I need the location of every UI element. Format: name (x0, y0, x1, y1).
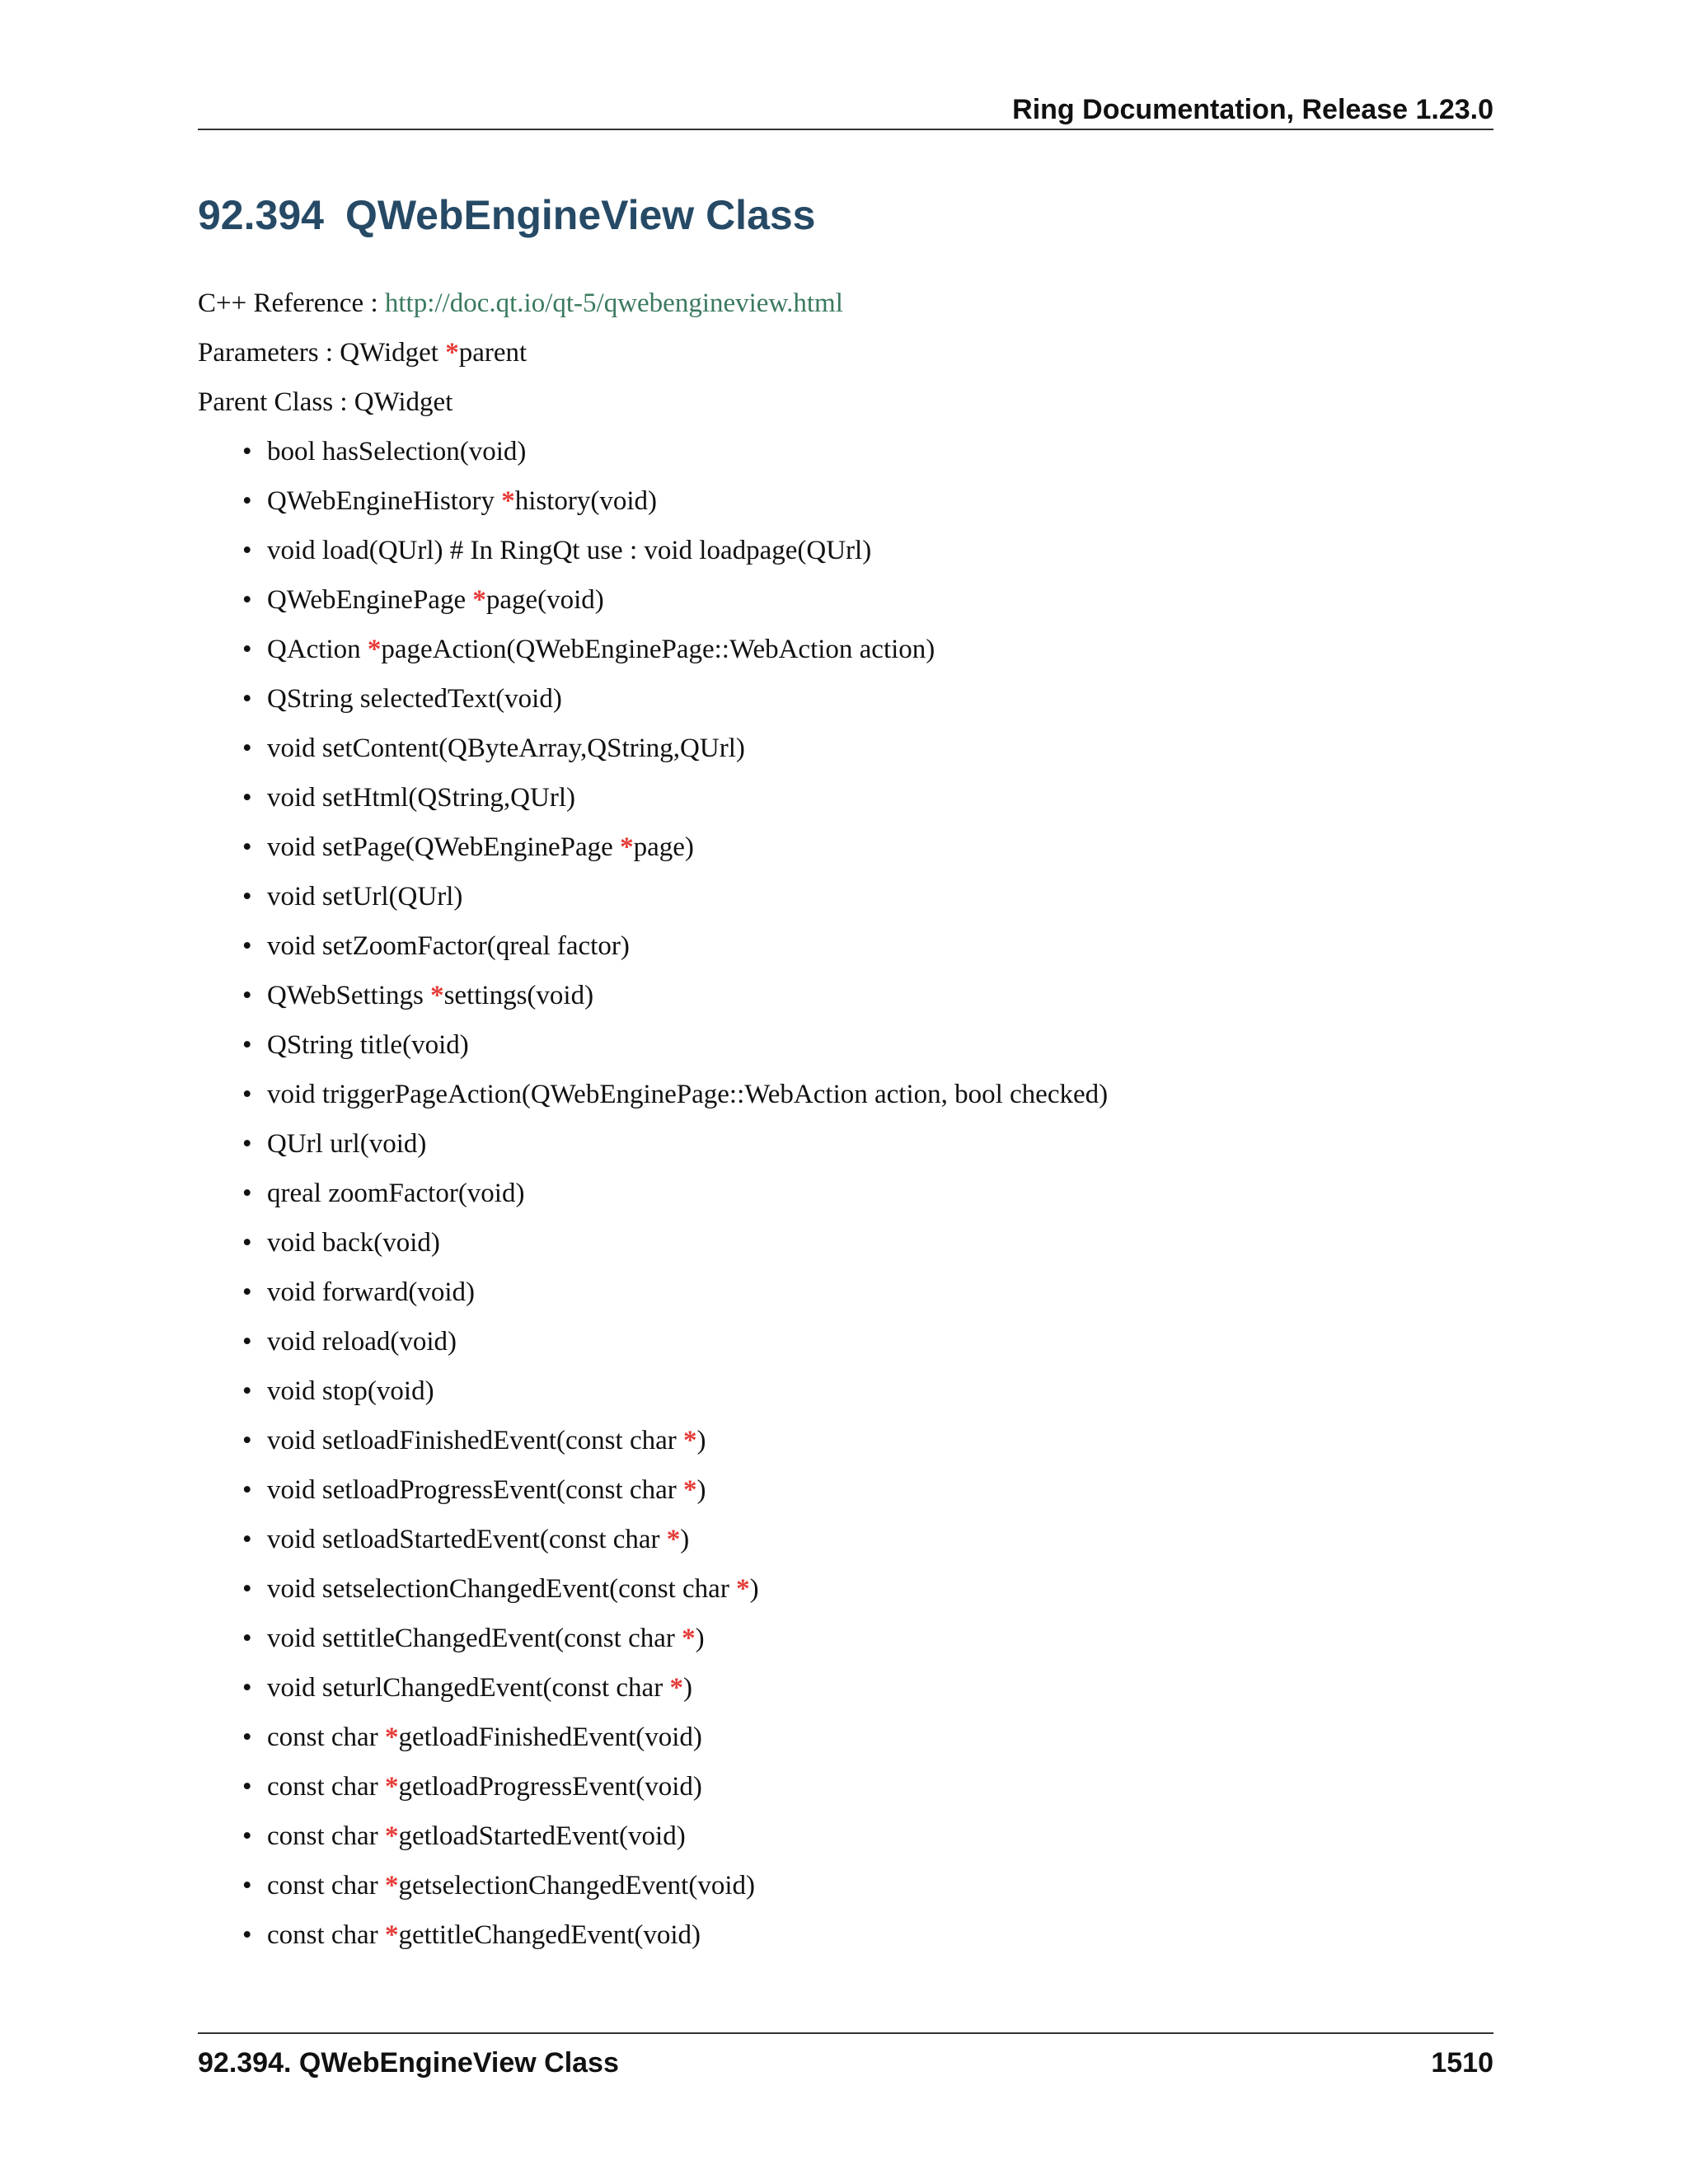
parameters-type: QWidget (340, 338, 446, 368)
method-item (198, 831, 1108, 880)
bullet-icon: • (242, 1772, 252, 1802)
pointer-star: * (620, 832, 634, 862)
method-text: QString selectedText(void) (267, 684, 562, 714)
pointer-star: * (384, 1871, 399, 1900)
method-text: void triggerPageAction(QWebEnginePage::WebAction action, bool checked) (267, 1080, 1109, 1109)
method-text-suffix: getloadProgressEvent(void) (398, 1772, 702, 1802)
pointer-star: * (682, 1624, 696, 1653)
bullet-icon: • (242, 1920, 252, 1950)
pointer-star: * (682, 1475, 697, 1505)
cpp-reference-line (198, 287, 843, 320)
parameters-line (198, 336, 527, 369)
pointer-star: * (384, 1821, 399, 1851)
bullet-icon: • (242, 1327, 252, 1357)
method-text: void setContent(QByteArray,QString,QUrl) (267, 733, 745, 763)
method-text: void forward(void) (267, 1277, 476, 1307)
method-text-suffix: ) (680, 1525, 690, 1554)
page-footer (198, 2032, 1493, 2082)
parent-class-label: Parent Class : (198, 387, 354, 417)
method-item (198, 1671, 1108, 1721)
method-item (198, 583, 1108, 633)
pointer-star: * (367, 635, 382, 664)
bullet-icon: • (242, 783, 252, 813)
method-text: void settitleChangedEvent(const char (267, 1624, 682, 1653)
method-item (198, 1919, 1108, 1968)
method-text: void setUrl(QUrl) (267, 882, 463, 912)
method-item (198, 633, 1108, 682)
method-item (198, 485, 1108, 534)
method-item (198, 534, 1108, 583)
bullet-icon: • (242, 1574, 252, 1604)
method-text: void setloadFinishedEvent(const char (267, 1426, 683, 1455)
pointer-star: * (384, 1920, 399, 1950)
method-item (198, 1127, 1108, 1177)
method-text: void setPage(QWebEnginePage (267, 832, 621, 862)
bullet-icon: • (242, 684, 252, 714)
method-text: bool hasSelection(void) (267, 437, 527, 466)
method-text-suffix: getselectionChangedEvent(void) (398, 1871, 755, 1900)
method-item (198, 930, 1108, 979)
method-item (198, 1770, 1108, 1820)
method-text: const char (267, 1871, 385, 1900)
method-text-suffix: ) (696, 1426, 706, 1455)
method-item (198, 781, 1108, 831)
cpp-reference-label: C++ Reference : (198, 288, 385, 318)
method-item (198, 682, 1108, 732)
bullet-icon: • (242, 931, 252, 961)
method-item (198, 1474, 1108, 1523)
bullet-icon: • (242, 1129, 252, 1159)
pointer-star: * (445, 338, 459, 368)
pointer-star: * (682, 1426, 697, 1455)
bullet-icon: • (242, 1080, 252, 1109)
method-item (198, 732, 1108, 781)
bullet-icon: • (242, 585, 252, 615)
bullet-icon: • (242, 1426, 252, 1455)
method-text: QString title(void) (267, 1030, 469, 1060)
method-item (198, 1226, 1108, 1276)
method-text-suffix: getloadFinishedEvent(void) (398, 1722, 702, 1752)
bullet-icon: • (242, 635, 252, 664)
pointer-star: * (384, 1772, 399, 1802)
method-text-suffix: pageAction(QWebEnginePage::WebAction action) (381, 635, 935, 664)
bullet-icon: • (242, 1030, 252, 1060)
method-item (198, 1869, 1108, 1919)
bullet-icon: • (242, 1475, 252, 1505)
method-item (198, 1078, 1108, 1127)
method-text: QUrl url(void) (267, 1129, 427, 1159)
method-text: void seturlChangedEvent(const char (267, 1673, 670, 1703)
method-text: void setZoomFactor(qreal factor) (267, 931, 630, 961)
bullet-icon: • (242, 437, 252, 466)
method-text: void stop(void) (267, 1376, 434, 1406)
bullet-icon: • (242, 536, 252, 565)
method-list (198, 435, 1108, 1968)
method-item (198, 979, 1108, 1029)
method-item (198, 1820, 1108, 1869)
method-text: void setloadProgressEvent(const char (267, 1475, 683, 1505)
footer-section-title: 92.394. QWebEngineView Class (198, 2047, 619, 2079)
bullet-icon: • (242, 1228, 252, 1258)
method-text: QWebSettings (267, 981, 431, 1010)
method-text-suffix: ) (696, 1475, 706, 1505)
method-text: void load(QUrl) # In RingQt use : void loadpage(QUrl) (267, 536, 872, 565)
section-title (198, 191, 816, 239)
parent-class-value: QWidget (354, 387, 453, 417)
method-text: void setloadStartedEvent(const char (267, 1525, 667, 1554)
section-title-text: QWebEngineView Class (345, 192, 816, 238)
parameters-label: Parameters : (198, 338, 340, 368)
method-text-suffix: ) (682, 1673, 692, 1703)
method-text-suffix: getloadStartedEvent(void) (398, 1821, 686, 1851)
parameters-name: parent (458, 338, 528, 368)
method-item (198, 1572, 1108, 1622)
bullet-icon: • (242, 832, 252, 862)
method-item (198, 880, 1108, 930)
method-text: QWebEnginePage (267, 585, 473, 615)
running-title: Ring Documentation, Release 1.23.0 (1012, 94, 1493, 125)
bullet-icon: • (242, 1624, 252, 1653)
bullet-icon: • (242, 486, 252, 516)
method-text-suffix: gettitleChangedEvent(void) (398, 1920, 701, 1950)
parent-class-line (198, 386, 452, 419)
method-text-suffix: ) (749, 1574, 759, 1604)
bullet-icon: • (242, 1821, 252, 1851)
method-text-suffix: page(void) (485, 585, 604, 615)
method-item (198, 1029, 1108, 1078)
method-item (198, 1177, 1108, 1226)
bullet-icon: • (242, 1376, 252, 1406)
pointer-star: * (736, 1574, 750, 1604)
method-item (198, 1276, 1108, 1325)
method-item (198, 1622, 1108, 1671)
bullet-icon: • (242, 1179, 252, 1208)
method-item (198, 1375, 1108, 1424)
method-text: const char (267, 1772, 385, 1802)
method-item (198, 1325, 1108, 1375)
page-number: 1510 (1431, 2047, 1493, 2079)
method-item (198, 1424, 1108, 1474)
pointer-star: * (384, 1722, 399, 1752)
method-text: qreal zoomFactor(void) (267, 1179, 525, 1208)
pointer-star: * (430, 981, 444, 1010)
method-item (198, 1721, 1108, 1770)
method-text-suffix: history(void) (514, 486, 658, 516)
method-text: QWebEngineHistory (267, 486, 502, 516)
bullet-icon: • (242, 1722, 252, 1752)
pointer-star: * (669, 1673, 683, 1703)
bullet-icon: • (242, 733, 252, 763)
bullet-icon: • (242, 882, 252, 912)
pointer-star: * (501, 486, 515, 516)
bullet-icon: • (242, 1525, 252, 1554)
method-text-suffix: ) (695, 1624, 705, 1653)
method-text: void setHtml(QString,QUrl) (267, 783, 575, 813)
bullet-icon: • (242, 1673, 252, 1703)
method-text-suffix: settings(void) (443, 981, 594, 1010)
pointer-star: * (472, 585, 486, 615)
method-item (198, 1523, 1108, 1572)
method-text: void reload(void) (267, 1327, 457, 1357)
section-number: 92.394 (198, 192, 324, 238)
page-header (198, 91, 1493, 130)
bullet-icon: • (242, 1277, 252, 1307)
method-text: const char (267, 1722, 385, 1752)
method-text: void back(void) (267, 1228, 440, 1258)
cpp-reference-link[interactable]: http://doc.qt.io/qt-5/qwebengineview.html (384, 288, 843, 318)
method-text: QAction (267, 635, 368, 664)
bullet-icon: • (242, 981, 252, 1010)
method-text: const char (267, 1821, 385, 1851)
method-item (198, 435, 1108, 485)
bullet-icon: • (242, 1871, 252, 1900)
method-text: const char (267, 1920, 385, 1950)
method-text: void setselectionChangedEvent(const char (267, 1574, 737, 1604)
pointer-star: * (666, 1525, 681, 1554)
method-text-suffix: page) (633, 832, 694, 862)
